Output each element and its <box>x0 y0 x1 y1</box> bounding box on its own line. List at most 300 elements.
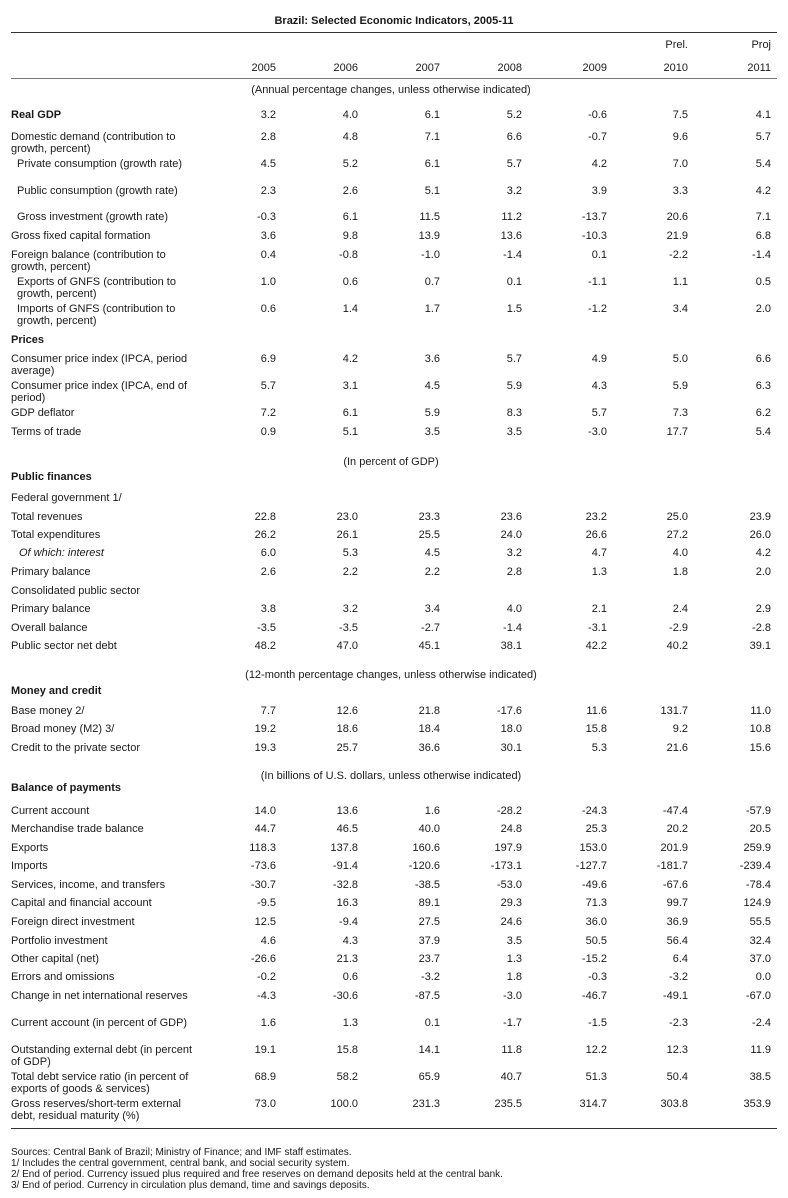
row-label: Current account <box>11 805 90 817</box>
row-label: Gross fixed capital formation <box>11 230 151 242</box>
row-value: 2.2 <box>424 566 440 578</box>
row-value: -2.2 <box>669 249 688 261</box>
row-value: 15.6 <box>749 742 771 754</box>
header-year: 2008 <box>497 62 522 74</box>
row-value: 3.5 <box>506 935 522 947</box>
header-year: 2009 <box>582 62 607 74</box>
row-value: 23.7 <box>418 953 440 965</box>
row-value: 20.2 <box>666 823 688 835</box>
row-value: 9.8 <box>342 230 358 242</box>
row-value: -32.8 <box>332 879 358 891</box>
row-value: 3.4 <box>672 303 688 315</box>
row-value: -49.6 <box>581 879 607 891</box>
row-value: 37.9 <box>418 935 440 947</box>
row-label: Outstanding external debt (in percent of GDP) <box>11 1044 193 1068</box>
row-value: 50.4 <box>666 1071 688 1083</box>
row-value: 1.3 <box>591 566 607 578</box>
row-value: -0.7 <box>588 131 607 143</box>
row-value: 3.6 <box>424 353 440 365</box>
row-value: 22.8 <box>254 511 276 523</box>
row-value: 4.3 <box>591 380 607 392</box>
row-value: 39.1 <box>749 640 771 652</box>
row-value: -181.7 <box>656 860 688 872</box>
row-value: 0.4 <box>260 249 276 261</box>
row-value: 3.2 <box>506 547 522 559</box>
row-value: 47.0 <box>336 640 358 652</box>
row-value: -1.7 <box>503 1017 522 1029</box>
row-value: 1.8 <box>672 566 688 578</box>
row-value: 36.6 <box>418 742 440 754</box>
row-value: 197.9 <box>494 842 522 854</box>
row-value: 27.5 <box>418 916 440 928</box>
row-value: -3.2 <box>421 971 440 983</box>
header-year: 2010 <box>663 62 688 74</box>
row-value: 6.1 <box>424 109 440 121</box>
row-value: 1.6 <box>260 1017 276 1029</box>
row-value: 18.0 <box>500 723 522 735</box>
row-label: Balance of payments <box>11 782 122 794</box>
row-value: 2.0 <box>755 303 771 315</box>
row-value: -127.7 <box>575 860 607 872</box>
section-subheading: (12-month percentage changes, unless otherwise indicated) <box>245 669 537 681</box>
row-value: 26.1 <box>336 529 358 541</box>
row-value: 23.0 <box>336 511 358 523</box>
row-value: 0.5 <box>755 276 771 288</box>
row-value: 45.1 <box>418 640 440 652</box>
row-value: 3.9 <box>591 185 607 197</box>
row-value: 21.3 <box>336 953 358 965</box>
row-value: 5.7 <box>506 353 522 365</box>
row-value: 353.9 <box>743 1098 771 1110</box>
row-value: 68.9 <box>254 1071 276 1083</box>
row-label: Imports of GNFS (contribution to growth, percent) <box>17 303 176 327</box>
row-value: -1.0 <box>421 249 440 261</box>
row-value: 3.6 <box>260 230 276 242</box>
row-value: 21.8 <box>418 705 440 717</box>
row-value: 3.5 <box>424 426 440 438</box>
row-value: -13.7 <box>581 211 607 223</box>
row-value: 50.5 <box>585 935 607 947</box>
top-rule <box>11 32 777 33</box>
row-label: Errors and omissions <box>11 971 115 983</box>
row-value: 7.2 <box>260 407 276 419</box>
row-value: 11.9 <box>750 1044 771 1056</box>
row-value: 2.6 <box>260 566 276 578</box>
row-value: -1.2 <box>588 303 607 315</box>
row-value: 4.0 <box>342 109 358 121</box>
bottom-rule <box>11 1128 777 1129</box>
row-value: 48.2 <box>254 640 276 652</box>
row-value: 99.7 <box>666 897 688 909</box>
row-value: -30.6 <box>332 990 358 1002</box>
row-value: 5.1 <box>342 426 358 438</box>
row-value: 0.0 <box>755 971 771 983</box>
row-value: 19.1 <box>254 1044 276 1056</box>
row-value: 6.8 <box>755 230 771 242</box>
row-label: Of which: interest <box>19 547 104 559</box>
row-value: 4.3 <box>342 935 358 947</box>
row-value: -1.1 <box>588 276 607 288</box>
row-value: 5.4 <box>755 426 771 438</box>
row-value: 4.6 <box>260 935 276 947</box>
header-year: 2011 <box>747 62 771 74</box>
row-value: -26.6 <box>250 953 276 965</box>
row-value: 0.6 <box>260 303 276 315</box>
row-value: 6.3 <box>755 380 771 392</box>
row-label: Consolidated public sector <box>11 585 141 597</box>
row-label: Primary balance <box>11 566 91 578</box>
row-value: -73.6 <box>250 860 276 872</box>
row-value: 4.0 <box>672 547 688 559</box>
row-value: 30.1 <box>500 742 522 754</box>
row-value: 3.2 <box>260 109 276 121</box>
row-value: 2.8 <box>260 131 276 143</box>
row-value: 4.2 <box>591 158 607 170</box>
row-label: Base money 2/ <box>11 705 85 717</box>
row-value: 73.0 <box>254 1098 276 1110</box>
header-qualifier: Proj <box>751 39 771 51</box>
row-value: -3.2 <box>669 971 688 983</box>
row-value: 7.7 <box>260 705 276 717</box>
row-value: -47.4 <box>662 805 688 817</box>
row-value: 9.2 <box>672 723 688 735</box>
row-value: 4.5 <box>424 380 440 392</box>
row-value: 4.7 <box>591 547 607 559</box>
row-value: 6.0 <box>260 547 276 559</box>
row-value: -0.8 <box>339 249 358 261</box>
row-value: -173.1 <box>490 860 522 872</box>
row-value: 4.5 <box>424 547 440 559</box>
row-value: 3.1 <box>342 380 358 392</box>
row-value: 25.3 <box>585 823 607 835</box>
section-subheading: (Annual percentage changes, unless otherwise indicated) <box>251 84 531 96</box>
row-value: 89.1 <box>418 897 440 909</box>
row-value: 38.1 <box>500 640 522 652</box>
row-value: 5.9 <box>506 380 522 392</box>
row-value: -38.5 <box>414 879 440 891</box>
row-value: 24.6 <box>500 916 522 928</box>
row-label: Primary balance <box>11 603 91 615</box>
row-value: -9.4 <box>339 916 358 928</box>
row-value: 2.3 <box>260 185 276 197</box>
row-label: Change in net international reserves <box>11 990 188 1002</box>
row-value: 6.6 <box>755 353 771 365</box>
row-value: 100.0 <box>330 1098 358 1110</box>
row-value: 25.5 <box>418 529 440 541</box>
row-value: 12.3 <box>666 1044 688 1056</box>
footnote: 3/ End of period. Currency in circulation plus demand, time and savings deposits. <box>11 1180 370 1191</box>
row-value: 14.0 <box>254 805 276 817</box>
row-value: 137.8 <box>330 842 358 854</box>
header-qualifier: Prel. <box>665 39 688 51</box>
row-value: 259.9 <box>743 842 771 854</box>
row-value: 5.0 <box>672 353 688 365</box>
row-value: 6.1 <box>424 158 440 170</box>
row-value: 2.8 <box>506 566 522 578</box>
row-value: 7.3 <box>672 407 688 419</box>
footnote: 2/ End of period. Currency issued plus required and free reserves on demand deposits held at the central bank. <box>11 1169 503 1180</box>
row-label: Real GDP <box>11 109 62 121</box>
header-year: 2005 <box>251 62 276 74</box>
row-value: -49.1 <box>662 990 688 1002</box>
row-value: -1.5 <box>588 1017 607 1029</box>
row-value: 6.4 <box>672 953 688 965</box>
row-value: 303.8 <box>660 1098 688 1110</box>
row-value: 26.6 <box>585 529 607 541</box>
row-value: 27.2 <box>666 529 688 541</box>
footnote: 1/ Includes the central government, central bank, and social security system. <box>11 1158 350 1169</box>
row-value: 4.9 <box>591 353 607 365</box>
row-value: -91.4 <box>332 860 358 872</box>
row-value: 11.6 <box>586 705 607 717</box>
row-value: 1.4 <box>342 303 358 315</box>
row-value: 7.0 <box>672 158 688 170</box>
row-value: 5.7 <box>506 158 522 170</box>
row-label: Current account (in percent of GDP) <box>11 1017 188 1029</box>
row-value: 5.7 <box>755 131 771 143</box>
row-value: 20.5 <box>749 823 771 835</box>
row-value: -120.6 <box>408 860 440 872</box>
row-label: Terms of trade <box>11 426 82 438</box>
row-value: 2.4 <box>672 603 688 615</box>
row-value: 26.0 <box>749 529 771 541</box>
row-label: Consumer price index (IPCA, end of period) <box>11 380 188 404</box>
row-value: -46.7 <box>581 990 607 1002</box>
row-value: 18.4 <box>418 723 440 735</box>
row-value: 5.9 <box>424 407 440 419</box>
row-value: 12.5 <box>254 916 276 928</box>
row-value: -53.0 <box>496 879 522 891</box>
row-value: -3.5 <box>339 622 358 634</box>
row-value: 51.3 <box>585 1071 607 1083</box>
row-value: 7.1 <box>424 131 440 143</box>
row-label: Exports <box>11 842 49 854</box>
row-value: 3.4 <box>424 603 440 615</box>
section-subheading: (In percent of GDP) <box>343 456 439 468</box>
row-value: 36.9 <box>666 916 688 928</box>
footnote: Sources: Central Bank of Brazil; Ministry of Finance; and IMF staff estimates. <box>11 1147 352 1158</box>
row-value: 0.1 <box>506 276 522 288</box>
row-value: 46.5 <box>336 823 358 835</box>
row-label: Total expenditures <box>11 529 101 541</box>
row-value: 4.8 <box>342 131 358 143</box>
row-label: Credit to the private sector <box>11 742 141 754</box>
row-label: Overall balance <box>11 622 88 634</box>
row-label: Services, income, and transfers <box>11 879 166 891</box>
row-value: 0.1 <box>424 1017 440 1029</box>
row-label: Gross investment (growth rate) <box>17 211 168 223</box>
row-value: -10.3 <box>581 230 607 242</box>
row-value: 1.3 <box>506 953 522 965</box>
row-value: 11.0 <box>750 705 771 717</box>
row-value: 25.0 <box>666 511 688 523</box>
row-value: -57.9 <box>745 805 771 817</box>
row-label: Domestic demand (contribution to growth, percent) <box>11 131 176 155</box>
row-value: 5.1 <box>424 185 440 197</box>
header-year: 2007 <box>415 62 440 74</box>
row-label: Merchandise trade balance <box>11 823 144 835</box>
row-value: 11.2 <box>501 211 522 223</box>
row-value: 1.3 <box>342 1017 358 1029</box>
row-value: 17.7 <box>666 426 688 438</box>
row-value: 0.7 <box>424 276 440 288</box>
row-value: 6.9 <box>260 353 276 365</box>
row-value: 23.9 <box>749 511 771 523</box>
row-value: 12.2 <box>585 1044 607 1056</box>
row-value: -3.0 <box>588 426 607 438</box>
section-subheading: (In billions of U.S. dollars, unless otherwise indicated) <box>260 770 522 782</box>
row-value: 40.0 <box>418 823 440 835</box>
row-value: 15.8 <box>336 1044 358 1056</box>
row-label: Prices <box>11 334 45 346</box>
row-value: 0.9 <box>260 426 276 438</box>
row-value: 7.1 <box>755 211 771 223</box>
row-value: -2.7 <box>421 622 440 634</box>
row-label: GDP deflator <box>11 407 75 419</box>
row-value: 5.7 <box>591 407 607 419</box>
row-value: -67.6 <box>662 879 688 891</box>
row-value: 3.8 <box>260 603 276 615</box>
row-value: 19.3 <box>254 742 276 754</box>
row-value: 2.2 <box>342 566 358 578</box>
row-value: -3.0 <box>503 990 522 1002</box>
row-label: Total debt service ratio (in percent of exports of goods & services) <box>11 1071 189 1095</box>
row-value: 58.2 <box>336 1071 358 1083</box>
header-rule <box>11 78 777 79</box>
row-value: 0.6 <box>342 971 358 983</box>
row-value: 14.1 <box>418 1044 440 1056</box>
row-value: -78.4 <box>745 879 771 891</box>
row-value: 26.2 <box>254 529 276 541</box>
row-value: 235.5 <box>494 1098 522 1110</box>
row-value: 5.3 <box>342 547 358 559</box>
row-value: 314.7 <box>579 1098 607 1110</box>
row-value: 40.2 <box>666 640 688 652</box>
row-value: 2.1 <box>591 603 607 615</box>
row-value: 4.5 <box>260 158 276 170</box>
row-value: 13.6 <box>500 230 522 242</box>
row-value: 4.2 <box>342 353 358 365</box>
row-value: 1.1 <box>672 276 688 288</box>
row-label: Federal government 1/ <box>11 492 122 504</box>
row-value: 55.5 <box>749 916 771 928</box>
row-value: 131.7 <box>660 705 688 717</box>
row-value: 201.9 <box>660 842 688 854</box>
row-value: 11.5 <box>419 211 440 223</box>
row-value: 8.3 <box>506 407 522 419</box>
row-value: 7.5 <box>672 109 688 121</box>
row-value: 44.7 <box>254 823 276 835</box>
row-value: 124.9 <box>743 897 771 909</box>
row-value: 37.0 <box>749 953 771 965</box>
row-value: 24.8 <box>500 823 522 835</box>
row-label: Private consumption (growth rate) <box>17 158 183 170</box>
row-value: 16.3 <box>336 897 358 909</box>
row-value: 56.4 <box>666 935 688 947</box>
row-value: 9.6 <box>672 131 688 143</box>
row-value: 23.3 <box>418 511 440 523</box>
row-value: 23.2 <box>585 511 607 523</box>
row-value: -2.3 <box>669 1017 688 1029</box>
table-title: Brazil: Selected Economic Indicators, 2005-11 <box>274 15 514 27</box>
row-label: Consumer price index (IPCA, period average) <box>11 353 188 377</box>
row-value: -2.8 <box>752 622 771 634</box>
row-value: 21.9 <box>666 230 688 242</box>
row-value: -1.4 <box>752 249 771 261</box>
row-value: -0.2 <box>257 971 276 983</box>
row-value: -0.3 <box>257 211 276 223</box>
row-value: -67.0 <box>745 990 771 1002</box>
row-value: -239.4 <box>739 860 771 872</box>
row-value: 0.6 <box>342 276 358 288</box>
row-label: Money and credit <box>11 685 102 697</box>
row-value: 40.7 <box>500 1071 522 1083</box>
row-value: 71.3 <box>585 897 607 909</box>
row-value: 1.8 <box>506 971 522 983</box>
row-value: 3.2 <box>506 185 522 197</box>
row-value: 23.6 <box>500 511 522 523</box>
row-value: 6.6 <box>506 131 522 143</box>
row-value: 4.2 <box>755 547 771 559</box>
row-label: Gross reserves/short-term external debt, residual maturity (%) <box>11 1098 181 1122</box>
row-label: Broad money (M2) 3/ <box>11 723 115 735</box>
row-label: Foreign direct investment <box>11 916 135 928</box>
row-value: 4.2 <box>755 185 771 197</box>
row-value: -3.1 <box>588 622 607 634</box>
row-value: 4.0 <box>506 603 522 615</box>
row-value: 25.7 <box>336 742 358 754</box>
row-value: 1.0 <box>260 276 276 288</box>
row-value: 36.0 <box>585 916 607 928</box>
row-label: Imports <box>11 860 48 872</box>
row-value: 5.2 <box>342 158 358 170</box>
row-value: 10.8 <box>749 723 771 735</box>
row-value: 6.2 <box>755 407 771 419</box>
row-label: Capital and financial account <box>11 897 152 909</box>
row-value: 2.6 <box>342 185 358 197</box>
row-value: 11.8 <box>501 1044 522 1056</box>
row-value: -1.4 <box>503 249 522 261</box>
row-value: 65.9 <box>418 1071 440 1083</box>
row-value: 18.6 <box>336 723 358 735</box>
row-label: Total revenues <box>11 511 83 523</box>
row-value: 24.0 <box>500 529 522 541</box>
row-value: 5.4 <box>755 158 771 170</box>
header-year: 2006 <box>333 62 358 74</box>
row-value: 20.6 <box>666 211 688 223</box>
row-value: 13.9 <box>418 230 440 242</box>
row-value: -0.6 <box>588 109 607 121</box>
row-value: 21.6 <box>666 742 688 754</box>
row-value: 153.0 <box>579 842 607 854</box>
row-value: 4.1 <box>755 109 771 121</box>
row-label: Foreign balance (contribution to growth, percent) <box>11 249 166 273</box>
row-value: 12.6 <box>336 705 358 717</box>
row-value: -3.5 <box>257 622 276 634</box>
row-value: -17.6 <box>496 705 522 717</box>
row-value: -28.2 <box>496 805 522 817</box>
row-value: 29.3 <box>500 897 522 909</box>
row-value: 118.3 <box>249 842 276 854</box>
row-value: 1.5 <box>506 303 522 315</box>
row-value: 2.9 <box>755 603 771 615</box>
row-value: 5.2 <box>506 109 522 121</box>
row-label: Public sector net debt <box>11 640 117 652</box>
row-value: 231.3 <box>412 1098 440 1110</box>
row-label: Exports of GNFS (contribution to growth, percent) <box>17 276 176 300</box>
row-value: -4.3 <box>257 990 276 1002</box>
row-value: 3.2 <box>342 603 358 615</box>
